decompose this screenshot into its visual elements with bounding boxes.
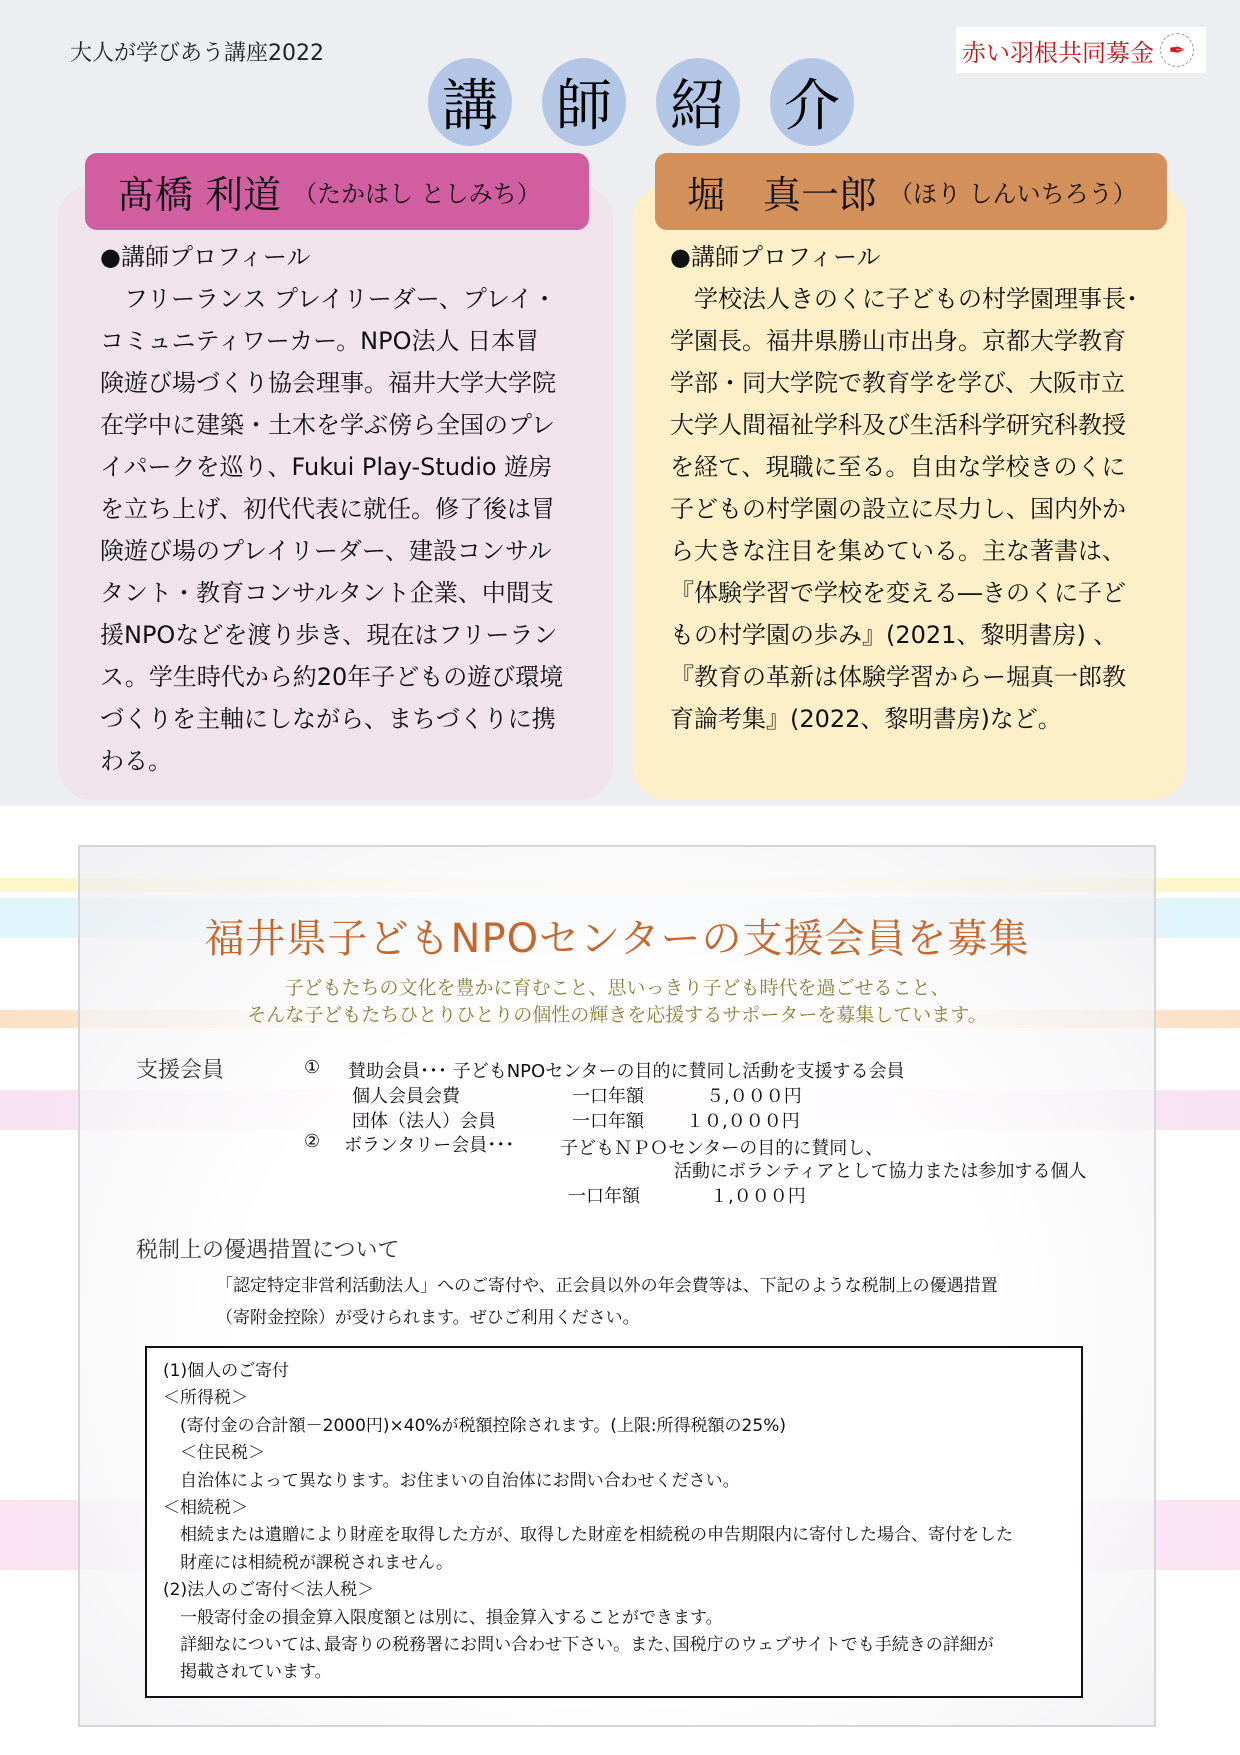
- text-line: 育論考集』(2022、黎明書房)など。: [670, 705, 1062, 733]
- fee-unit: 一口年額: [572, 1111, 644, 1132]
- lecturer-section: [0, 0, 1240, 806]
- red-feather-logo: [956, 27, 1206, 73]
- tax-label: 税制上の優遇措置について: [136, 1238, 400, 1263]
- text-line: 援NPOなどを渡り歩き、現在はフリーラン: [100, 621, 558, 649]
- member-type-text: 賛助会員･･･ 子どもNPOセンターの目的に賛同し活動を支援する会員: [348, 1061, 905, 1082]
- lecturer-name-band: [85, 153, 589, 230]
- title-char: 師: [542, 58, 626, 146]
- text-line: 掲載されています。: [163, 1662, 332, 1683]
- text-line: ら大きな注目を集めている。主な著書は、: [670, 537, 1126, 565]
- lecturer-profile: [670, 236, 1138, 740]
- text-line: を経て、現職に至る。自由な学校きのくに: [670, 453, 1126, 481]
- text-line: 詳細なについては､最寄りの税務署にお問い合わせ下さい。また､国税庁のウェブサイトでも手続きの詳細が: [163, 1635, 994, 1656]
- series-title: 大人が学びあう講座2022: [70, 41, 324, 66]
- text-line: 学園長。福井県勝山市出身。京都大学教育: [670, 327, 1126, 355]
- text-line: イパークを巡り、Fukui Play-Studio 遊房: [100, 453, 553, 481]
- text-line: 険遊び場のプレイリーダー、建設コンサル: [100, 537, 552, 565]
- text-line: 財産には相続税が課税されません。: [163, 1552, 454, 1573]
- page-title: [428, 58, 854, 146]
- text-line: ＜相続税＞: [163, 1498, 248, 1519]
- text-line: 『体験学習で学校を変える―きのくに子ど: [670, 579, 1126, 607]
- member-type-text: 子どもＮＰＯセンターの目的に賛同し、: [560, 1138, 884, 1159]
- text-line: (1)個人のご寄付: [163, 1361, 290, 1381]
- title-char: 紹: [656, 58, 740, 146]
- tax-text: 「認定特定非営利活動法人」へのご寄付や、正会員以外の年会費等は、下記のような税制上の優遇措置: [216, 1276, 998, 1296]
- member-type-text: 活動にボランティアとして協力または参加する個人: [674, 1161, 1087, 1182]
- text-line: 学校法人きのくに子どもの村学園理事長･: [670, 285, 1138, 313]
- lecturer-reading: （ほり しんいちろう）: [889, 180, 1137, 208]
- logo-text: 赤い羽根共同募金: [962, 38, 1154, 67]
- text-line: 大学人間福祉学科及び生活科学研究科教授: [670, 411, 1126, 439]
- text-line: (2)法人のご寄付＜法人税＞: [163, 1580, 375, 1601]
- subtitle-line: 子どもたちの文化を豊かに育むこと、思いっきり子ども時代を過ごせること、: [284, 977, 950, 999]
- text-line: を立ち上げ、初代代表に就任。修了後は冒: [100, 495, 556, 523]
- lecturer-reading: （たかはし としみち）: [293, 180, 541, 208]
- text-line: 『教育の革新は体験学習からー堀真一郎教: [670, 663, 1126, 691]
- profile-label: ●講師プロフィール: [100, 243, 311, 271]
- item-number: ②: [304, 1131, 321, 1152]
- fee-amount: １０,０００円: [686, 1111, 800, 1132]
- lecturer-name-band: [655, 153, 1167, 230]
- fee-amount: １,０００円: [710, 1186, 806, 1207]
- subtitle-line: そんな子どもたちひとりひとりの個性の輝きを応援するサポーターを募集しています。: [247, 1004, 987, 1026]
- feather-icon: ✒: [1160, 33, 1194, 67]
- text-line: 学部・同大学院で教育学を学び、大阪市立: [670, 369, 1126, 397]
- text-line: タント・教育コンサルタント企業、中間支: [100, 579, 554, 607]
- title-char: 介: [770, 58, 854, 146]
- recruit-section: [78, 845, 1156, 1727]
- recruit-subtitle: [80, 975, 1154, 1029]
- fee-label: 個人会員会費: [352, 1086, 460, 1107]
- profile-label: ●講師プロフィール: [670, 243, 881, 271]
- title-char: 講: [428, 58, 512, 146]
- text-line: ス。学生時代から約20年子どもの遊び環境: [100, 663, 564, 691]
- item-number: ①: [304, 1057, 321, 1078]
- tax-text: （寄附金控除）が受けられます。ぜひご利用ください。: [216, 1308, 640, 1328]
- fee-unit: 一口年額: [568, 1186, 640, 1207]
- member-type-text: ボランタリー会員･･･: [344, 1135, 515, 1156]
- text-line: づくりを主軸にしながら、まちづくりに携: [100, 705, 556, 733]
- text-line: もの村学園の歩み』(2021、黎明書房) 、: [670, 621, 1118, 649]
- lecturer-profile: [100, 236, 563, 782]
- fee-label: 団体（法人）会員: [352, 1111, 496, 1132]
- text-line: 険遊び場づくり協会理事。福井大学大学院: [100, 369, 556, 397]
- text-line: ＜住民税＞: [163, 1443, 265, 1464]
- text-line: ＜所得税＞: [163, 1388, 248, 1409]
- text-line: 子どもの村学園の設立に尽力し、国内外か: [670, 495, 1126, 523]
- recruit-title: 福井県子どもNPOセンターの支援会員を募集: [204, 916, 1030, 962]
- lecturer-name: 堀 真一郎: [687, 173, 878, 217]
- text-line: わる。: [100, 747, 172, 775]
- lecturer-name: 髙橋 利道: [117, 173, 282, 217]
- fee-unit: 一口年額: [572, 1086, 644, 1107]
- text-line: (寄付金の合計額－2000円)×40%が税額控除されます。(上限:所得税額の25%): [163, 1415, 786, 1436]
- text-line: 相続または遺贈により財産を取得した方が、取得した財産を相続税の申告期限内に寄付した場合、寄付をした: [163, 1525, 1013, 1546]
- fee-amount: ５,０００円: [706, 1086, 802, 1107]
- text-line: 一般寄付金の損金算入限度額とは別に、損金算入することができます。: [163, 1607, 723, 1628]
- members-label: 支援会員: [136, 1058, 225, 1083]
- text-line: 在学中に建築・土木を学ぶ傍ら全国のプレ: [100, 411, 556, 439]
- text-line: フリーランス プレイリーダー、プレイ・: [100, 285, 557, 313]
- tax-details-box: [145, 1346, 1083, 1698]
- text-line: 自治体によって異なります。お住まいの自治体にお問い合わせください。: [163, 1470, 740, 1491]
- text-line: コミュニティワーカー。NPO法人 日本冒: [100, 327, 540, 355]
